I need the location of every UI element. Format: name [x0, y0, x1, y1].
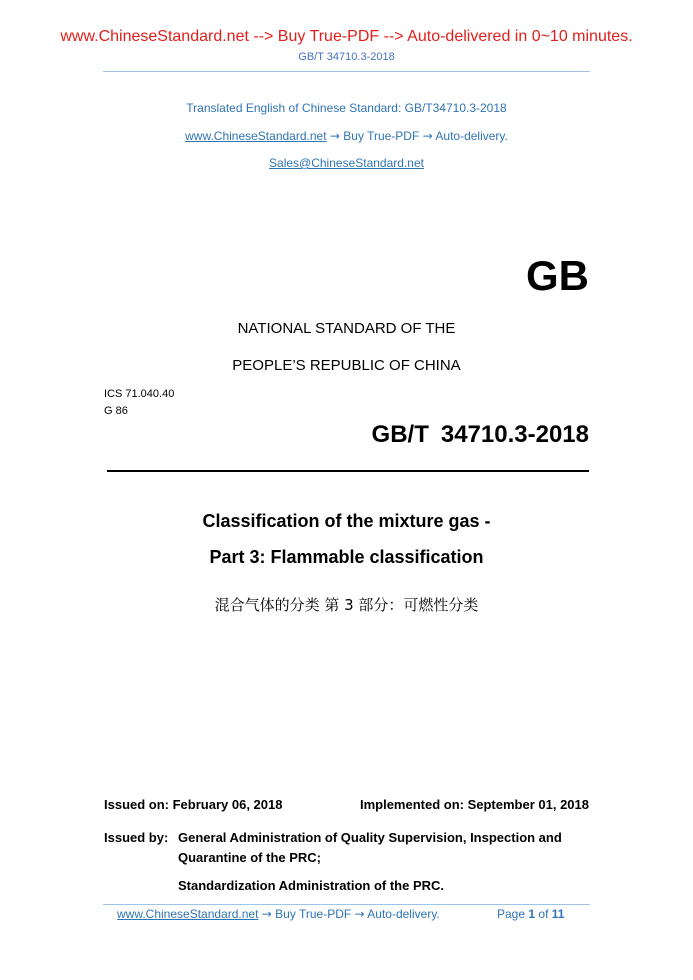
promo-banner[interactable]: www.ChineseStandard.net --> Buy True-PDF --> Auto-delivered in 0~10 minutes.: [60, 28, 633, 45]
translation-notice: Translated English of Chinese Standard: GB/T34710.3-2018: [186, 101, 507, 115]
email-link[interactable]: Sales@ChineseStandard.net: [269, 156, 424, 170]
issued-by-line3: Standardization Administration of the PRC.: [178, 878, 445, 893]
issued-by-line2: Quarantine of the PRC;: [178, 850, 322, 865]
page-label: Page: [497, 907, 526, 921]
right-arrow-icon: →: [329, 129, 340, 143]
footer-site-link[interactable]: www.ChineseStandard.net: [117, 907, 259, 921]
standard-prefix: GB/T: [371, 421, 429, 448]
right-arrow-icon: →: [422, 129, 433, 143]
email-line: [0, 156, 693, 170]
footer-buy-text: Buy True-PDF: [275, 907, 352, 921]
title-line1: Classification of the mixture gas -: [202, 511, 491, 531]
issued-by-line1: General Administration of Quality Supervision, Inspection and: [178, 830, 562, 845]
page-total: 11: [551, 907, 565, 921]
page-current: 1: [528, 907, 536, 921]
header-divider: [103, 71, 590, 72]
page-indicator: [497, 907, 564, 921]
chinese-title: 混合气体的分类 第 3 部分：可燃性分类: [214, 596, 479, 614]
footer-buy-line: [117, 907, 440, 921]
right-arrow-icon: →: [354, 907, 365, 921]
footer-divider: [103, 904, 590, 905]
standard-id: 34710.3-2018: [440, 421, 589, 448]
footer-delivery-text: Auto-delivery.: [367, 907, 440, 921]
national-standard-line1: NATIONAL STANDARD OF THE: [237, 320, 456, 337]
gb-mark: GB: [526, 252, 589, 299]
ccs-code: G 86: [104, 405, 128, 417]
page-of: of: [538, 907, 549, 921]
issued-by-label: Issued by:: [104, 830, 169, 845]
title-divider: [107, 470, 589, 472]
ics-code: ICS 71.040.40: [104, 388, 175, 400]
buy-line: [0, 129, 693, 143]
title-line2: Part 3: Flammable classification: [209, 547, 484, 567]
site-link[interactable]: www.ChineseStandard.net: [185, 129, 327, 143]
right-arrow-icon: →: [261, 907, 272, 921]
delivery-text: Auto-delivery.: [435, 129, 508, 143]
header-standard-code: GB/T 34710.3-2018: [298, 51, 395, 63]
implemented-on: Implemented on: September 01, 2018: [359, 797, 589, 812]
standard-number: [372, 421, 589, 449]
buy-text: Buy True-PDF: [343, 129, 420, 143]
issued-on: Issued on: February 06, 2018: [104, 797, 283, 812]
national-standard-line2: PEOPLE’S REPUBLIC OF CHINA: [232, 357, 461, 374]
